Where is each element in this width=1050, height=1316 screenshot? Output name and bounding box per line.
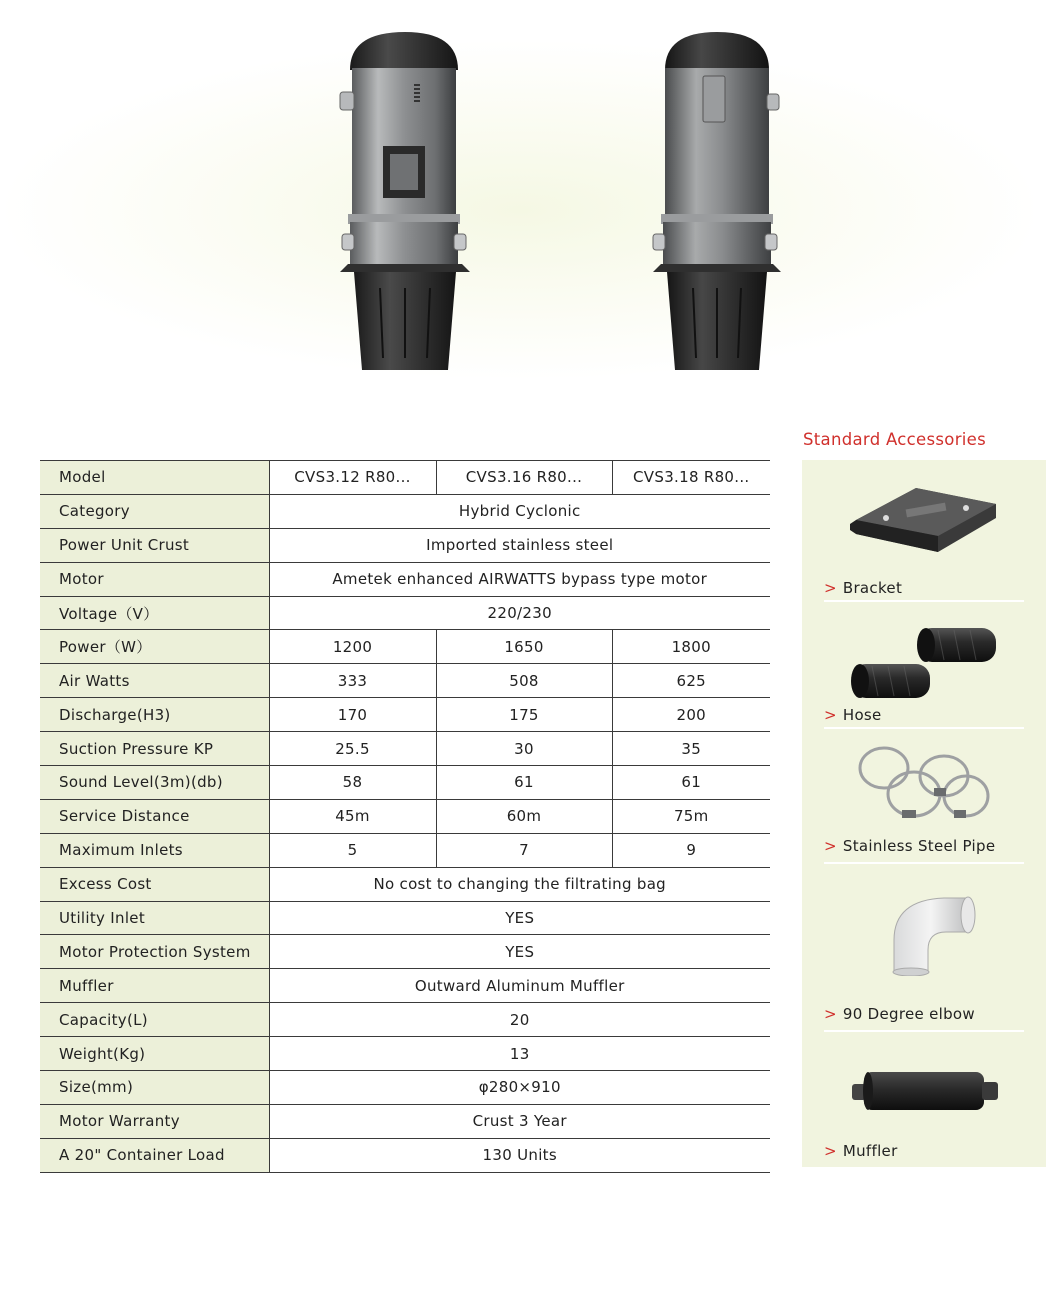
spec-row <box>40 901 770 935</box>
spec-value: Crust 3 Year <box>269 1104 770 1138</box>
accessories-panel <box>802 460 1046 1167</box>
spec-value: Imported stainless steel <box>269 528 770 562</box>
spec-label: Size(mm) <box>40 1071 269 1105</box>
spec-row <box>40 664 770 698</box>
accessory-divider <box>824 727 1024 729</box>
accessory-divider <box>824 1030 1024 1032</box>
spec-label: Suction Pressure KP <box>40 732 269 766</box>
spec-label: Service Distance <box>40 799 269 833</box>
spec-value: Hybrid Cyclonic <box>269 494 770 528</box>
spec-row <box>40 698 770 732</box>
accessory-divider <box>824 862 1024 864</box>
spec-label: Sound Level(3m)(db) <box>40 766 269 800</box>
spec-label: Power Unit Crust <box>40 528 269 562</box>
product-hero <box>0 0 1050 420</box>
spec-row <box>40 1071 770 1105</box>
spec-label: Weight(Kg) <box>40 1037 269 1071</box>
spec-value: 170 <box>269 698 436 732</box>
spec-value: 30 <box>436 732 612 766</box>
spec-row <box>40 461 770 495</box>
spec-row <box>40 1037 770 1071</box>
accessory-label-elbow: > 90 Degree elbow <box>824 1005 975 1023</box>
spec-label: Excess Cost <box>40 867 269 901</box>
spec-value: 200 <box>612 698 770 732</box>
spec-value: 20 <box>269 1003 770 1037</box>
spec-label: Air Watts <box>40 664 269 698</box>
spec-value: 35 <box>612 732 770 766</box>
spec-row <box>40 528 770 562</box>
spec-value: 333 <box>269 664 436 698</box>
spec-row <box>40 596 770 630</box>
spec-row <box>40 766 770 800</box>
spec-row <box>40 562 770 596</box>
spec-label: Motor <box>40 562 269 596</box>
vacuum-unit-front-image <box>330 28 480 378</box>
spec-value: No cost to changing the filtrating bag <box>269 867 770 901</box>
spec-value: 9 <box>612 833 770 867</box>
spec-row <box>40 833 770 867</box>
spec-label: Power（W） <box>40 630 269 664</box>
accessory-label-stainless-steel-pipe: > Stainless Steel Pipe <box>824 837 996 855</box>
spec-value: 5 <box>269 833 436 867</box>
spec-row <box>40 935 770 969</box>
spec-value: 625 <box>612 664 770 698</box>
spec-label: A 20" Container Load <box>40 1138 269 1172</box>
spec-value: CVS3.18 R80... <box>612 461 770 495</box>
spec-label: Discharge(H3) <box>40 698 269 732</box>
accessory-label-muffler: > Muffler <box>824 1142 898 1160</box>
spec-value: 60m <box>436 799 612 833</box>
spec-label: Model <box>40 461 269 495</box>
spec-value: 61 <box>436 766 612 800</box>
spec-value: φ280×910 <box>269 1071 770 1105</box>
hose-icon <box>848 624 1000 708</box>
spec-table <box>40 460 770 1173</box>
spec-value: 1200 <box>269 630 436 664</box>
spec-label: Capacity(L) <box>40 1003 269 1037</box>
muffler-icon <box>848 1066 1004 1120</box>
accessory-label-hose: > Hose <box>824 706 882 724</box>
spec-value: 25.5 <box>269 732 436 766</box>
spec-value: 1650 <box>436 630 612 664</box>
spec-value: Ametek enhanced AIRWATTS bypass type motor <box>269 562 770 596</box>
spec-row <box>40 732 770 766</box>
spec-label: Category <box>40 494 269 528</box>
spec-value: 58 <box>269 766 436 800</box>
accessories-title: Standard Accessories <box>803 430 987 449</box>
accessory-label-bracket: > Bracket <box>824 579 903 597</box>
hose-clamp-icon <box>854 744 994 834</box>
spec-value: 508 <box>436 664 612 698</box>
spec-row <box>40 630 770 664</box>
spec-label: Motor Protection System <box>40 935 269 969</box>
spec-value: 45m <box>269 799 436 833</box>
spec-label: Utility Inlet <box>40 901 269 935</box>
spec-row <box>40 799 770 833</box>
spec-label: Maximum Inlets <box>40 833 269 867</box>
accessory-divider <box>824 600 1024 602</box>
spec-value: 1800 <box>612 630 770 664</box>
spec-value: YES <box>269 901 770 935</box>
spec-value: 61 <box>612 766 770 800</box>
spec-row <box>40 494 770 528</box>
spec-label: Motor Warranty <box>40 1104 269 1138</box>
spec-value: 175 <box>436 698 612 732</box>
vacuum-unit-side-image <box>645 28 795 378</box>
spec-row <box>40 867 770 901</box>
spec-row <box>40 1003 770 1037</box>
spec-value: CVS3.16 R80... <box>436 461 612 495</box>
spec-value: YES <box>269 935 770 969</box>
spec-value: Outward Aluminum Muffler <box>269 969 770 1003</box>
spec-value: 7 <box>436 833 612 867</box>
spec-row <box>40 1138 770 1172</box>
spec-row <box>40 969 770 1003</box>
spec-value: 130 Units <box>269 1138 770 1172</box>
spec-value: CVS3.12 R80... <box>269 461 436 495</box>
elbow-pipe-icon <box>888 890 978 980</box>
spec-row <box>40 1104 770 1138</box>
spec-value: 75m <box>612 799 770 833</box>
spec-value: 220/230 <box>269 596 770 630</box>
spec-label: Voltage（V） <box>40 596 269 630</box>
spec-label: Muffler <box>40 969 269 1003</box>
bracket-icon <box>846 478 1002 562</box>
spec-value: 13 <box>269 1037 770 1071</box>
